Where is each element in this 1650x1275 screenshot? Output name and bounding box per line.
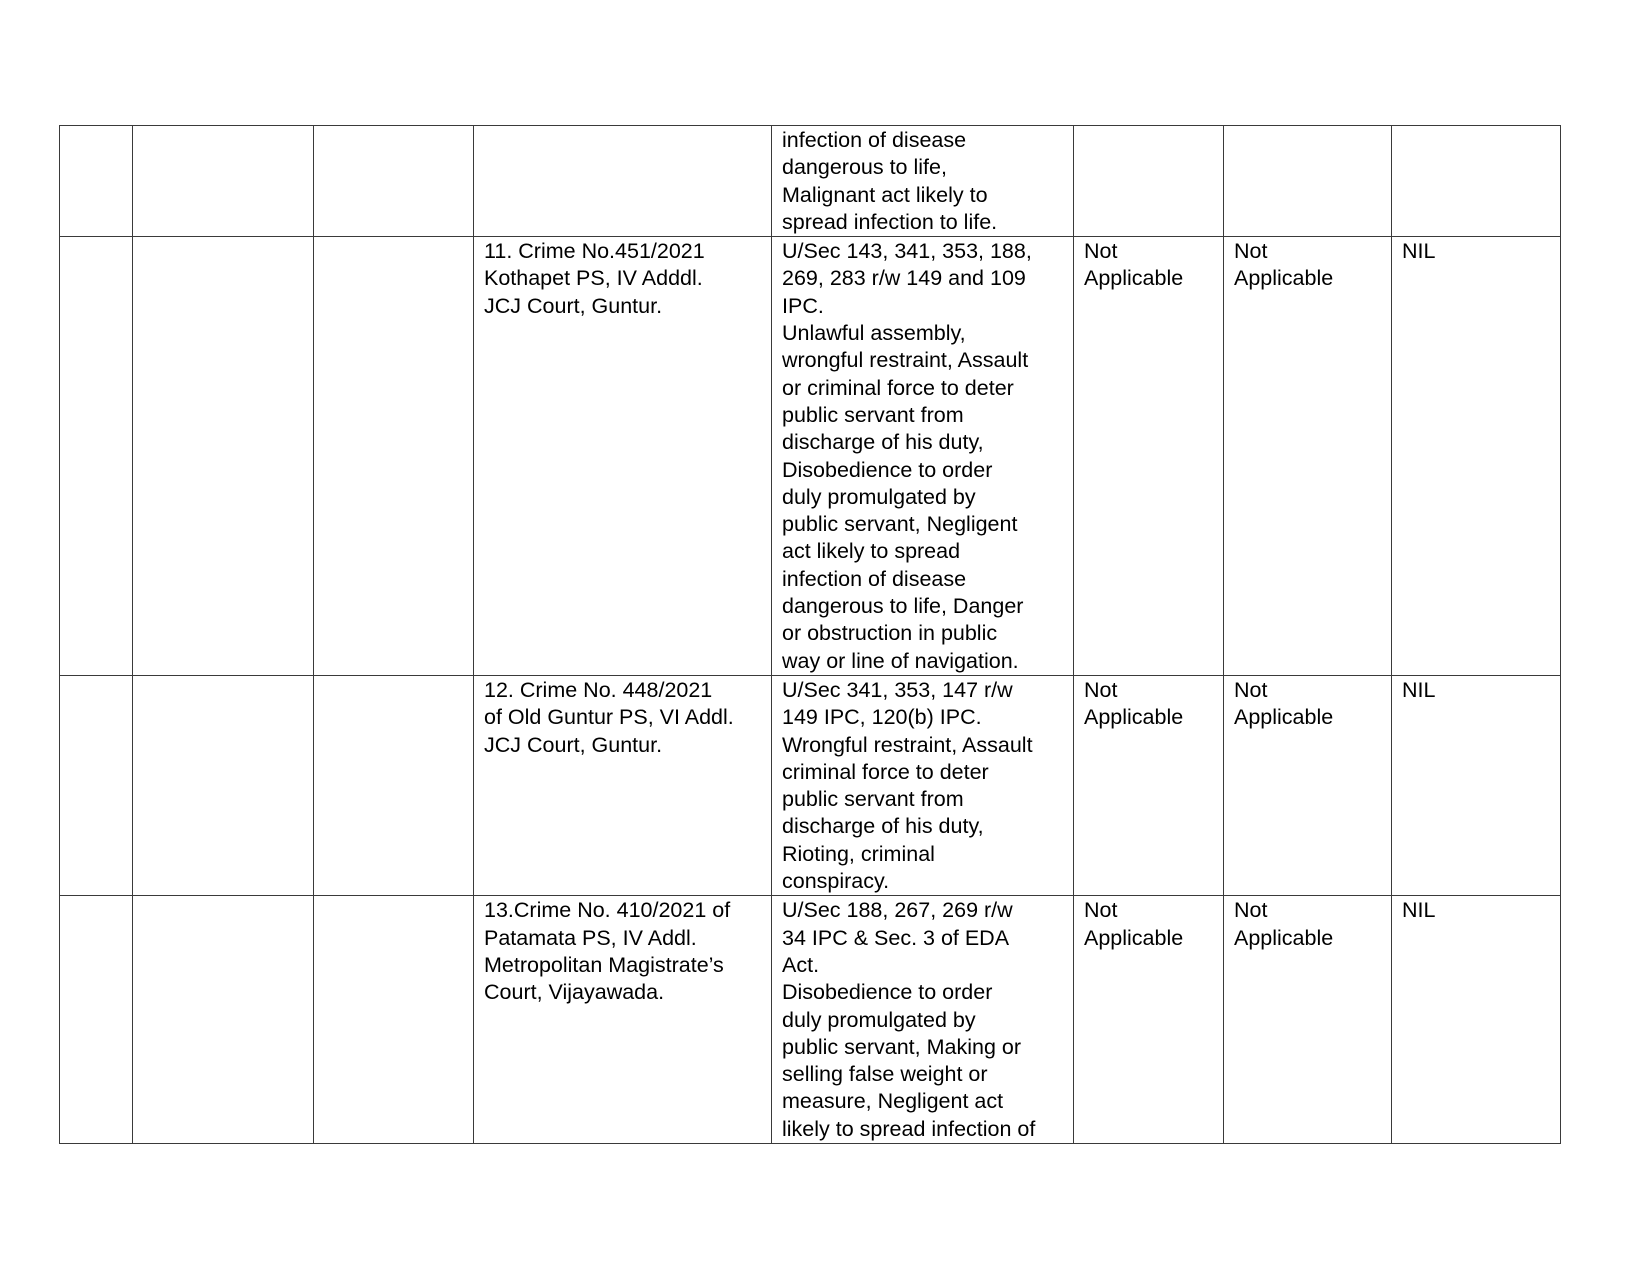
case-details-cell: 12. Crime No. 448/2021 of Old Guntur PS, VI Addl. JCJ Court, Guntur. <box>474 675 772 895</box>
applicability-cell: Not Applicable <box>1224 896 1392 1144</box>
empty-cell <box>60 237 133 676</box>
empty-cell <box>133 237 314 676</box>
applicability-cell: Not Applicable <box>1074 675 1224 895</box>
sections-cell: U/Sec 188, 267, 269 r/w 34 IPC & Sec. 3 of EDA Act. Disobedience to order duly promulgated by public servant, Making or selling false weight or measure, Negligent act likely to spread infection of <box>772 896 1074 1144</box>
empty-cell <box>314 675 474 895</box>
criminal-cases-table <box>59 125 1561 1144</box>
empty-cell <box>133 126 314 237</box>
empty-cell <box>314 126 474 237</box>
empty-cell <box>60 126 133 237</box>
table-row <box>60 675 1561 895</box>
applicability-cell: Not Applicable <box>1074 237 1224 676</box>
case-details-cell <box>474 126 772 237</box>
empty-cell <box>60 896 133 1144</box>
status-cell: NIL <box>1392 675 1561 895</box>
table-row <box>60 896 1561 1144</box>
sections-cell: infection of disease dangerous to life, Malignant act likely to spread infection to life. <box>772 126 1074 237</box>
empty-cell <box>133 675 314 895</box>
applicability-cell: Not Applicable <box>1074 896 1224 1144</box>
sections-cell: U/Sec 341, 353, 147 r/w 149 IPC, 120(b) IPC. Wrongful restraint, Assault criminal force to deter public servant from discharge of his duty, Rioting, criminal conspiracy. <box>772 675 1074 895</box>
applicability-cell: Not Applicable <box>1224 675 1392 895</box>
empty-cell <box>133 896 314 1144</box>
status-cell: NIL <box>1392 896 1561 1144</box>
case-details-cell: 11. Crime No.451/2021 Kothapet PS, IV Adddl. JCJ Court, Guntur. <box>474 237 772 676</box>
applicability-cell <box>1074 126 1224 237</box>
sections-cell: U/Sec 143, 341, 353, 188, 269, 283 r/w 149 and 109 IPC. Unlawful assembly, wrongful restraint, Assault or criminal force to deter public servant from discharge of his duty, Disobedience to order duly promulgated by public servant, Negligent act likely to spread infection of disease dangerous to life, Danger or obstruction in public way or line of navigation. <box>772 237 1074 676</box>
applicability-cell: Not Applicable <box>1224 237 1392 676</box>
table-row <box>60 237 1561 676</box>
empty-cell <box>60 675 133 895</box>
status-cell: NIL <box>1392 237 1561 676</box>
case-details-cell: 13.Crime No. 410/2021 of Patamata PS, IV Addl. Metropolitan Magistrate’s Court, Vijayawada. <box>474 896 772 1144</box>
applicability-cell <box>1224 126 1392 237</box>
table-row <box>60 126 1561 237</box>
status-cell <box>1392 126 1561 237</box>
empty-cell <box>314 237 474 676</box>
empty-cell <box>314 896 474 1144</box>
